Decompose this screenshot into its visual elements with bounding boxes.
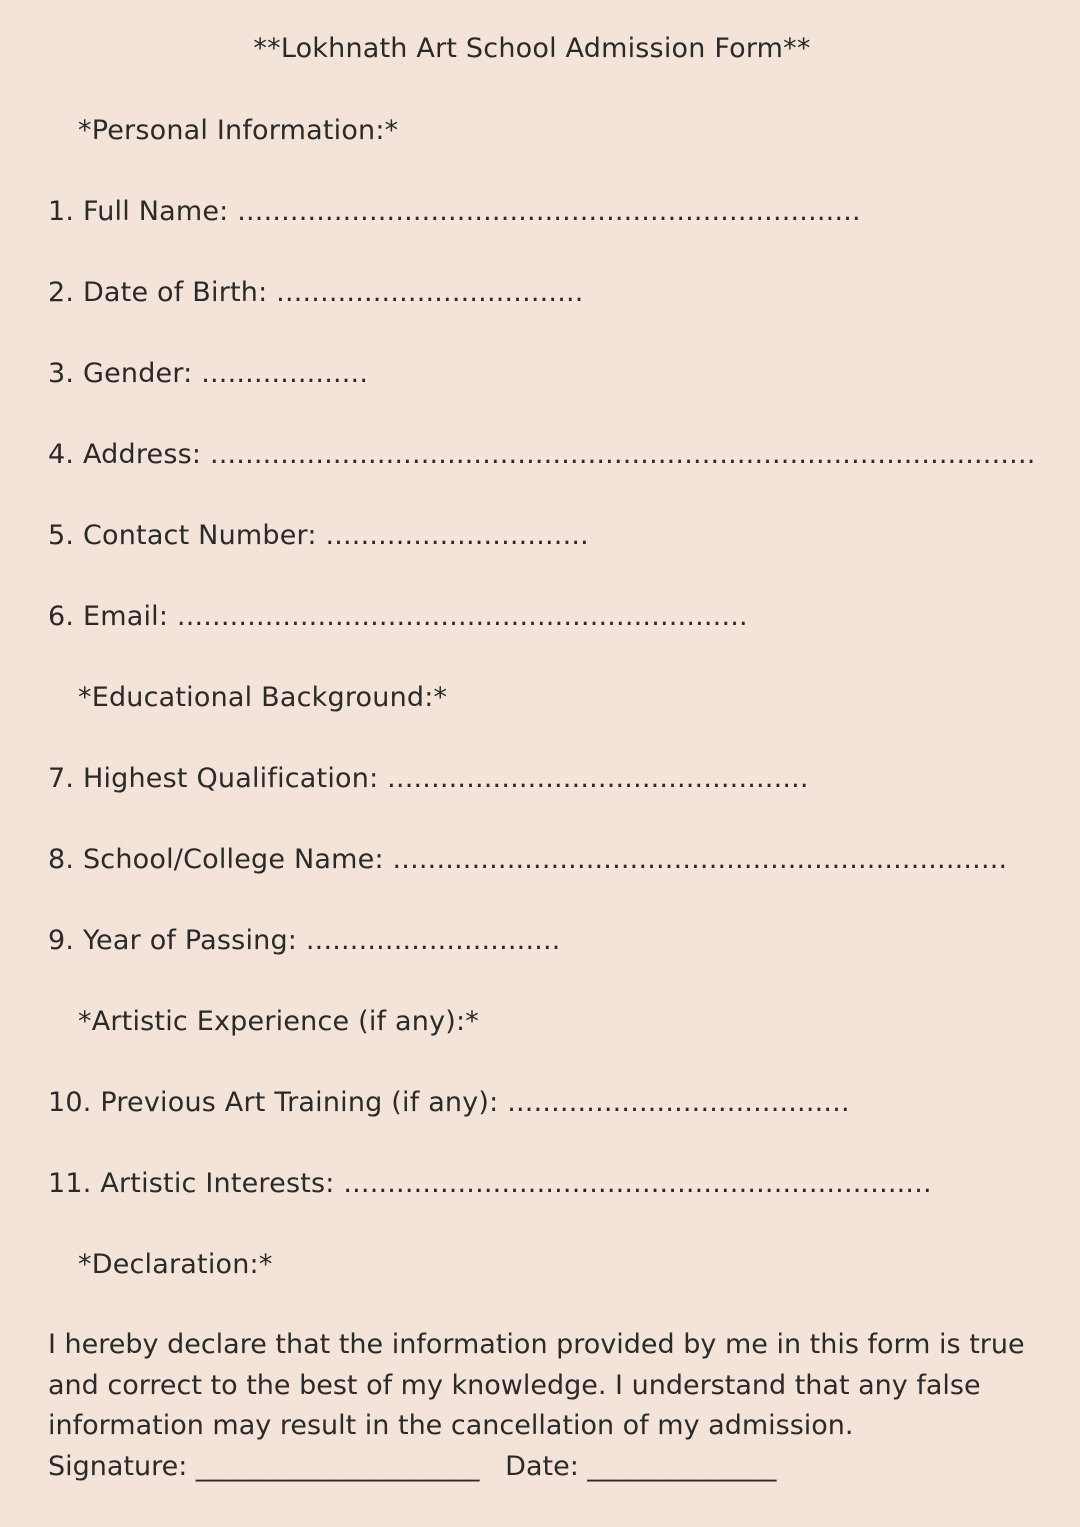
section-heading-declaration: *Declaration:* [78, 1249, 273, 1280]
field-email: 6. Email: ................................................................. [48, 601, 748, 632]
declaration-text: I hereby declare that the information provided by me in this form is true and correct to the best of my knowledge. I understand that any false information may result in the cancellation of my admission. [48, 1329, 1025, 1441]
field-full-name: 1. Full Name: ....................................................................... [48, 196, 861, 227]
field-school-college-name: 8. School/College Name: ...................................................................... [48, 844, 1008, 875]
section-heading-artistic-experience: *Artistic Experience (if any):* [78, 1006, 479, 1037]
field-artistic-interests: 11. Artistic Interests: ................................................................... [48, 1168, 932, 1199]
field-year-of-passing: 9. Year of Passing: ............................. [48, 925, 561, 956]
declaration-block [48, 1325, 1038, 1487]
field-previous-art-training: 10. Previous Art Training (if any): ....................................... [48, 1087, 850, 1118]
form-title: **Lokhnath Art School Admission Form** [253, 33, 811, 64]
field-gender: 3. Gender: ................... [48, 358, 369, 389]
field-highest-qualification: 7. Highest Qualification: ................................................ [48, 763, 809, 794]
section-heading-personal-information: *Personal Information:* [78, 115, 399, 146]
section-heading-educational-background: *Educational Background:* [78, 682, 448, 713]
field-contact-number: 5. Contact Number: .............................. [48, 520, 589, 551]
signature-date-line: Signature: _____________________ Date: ______________ [48, 1450, 777, 1482]
field-address: 4. Address: .............................................................................................. [48, 439, 1036, 470]
field-date-of-birth: 2. Date of Birth: ................................... [48, 277, 584, 308]
